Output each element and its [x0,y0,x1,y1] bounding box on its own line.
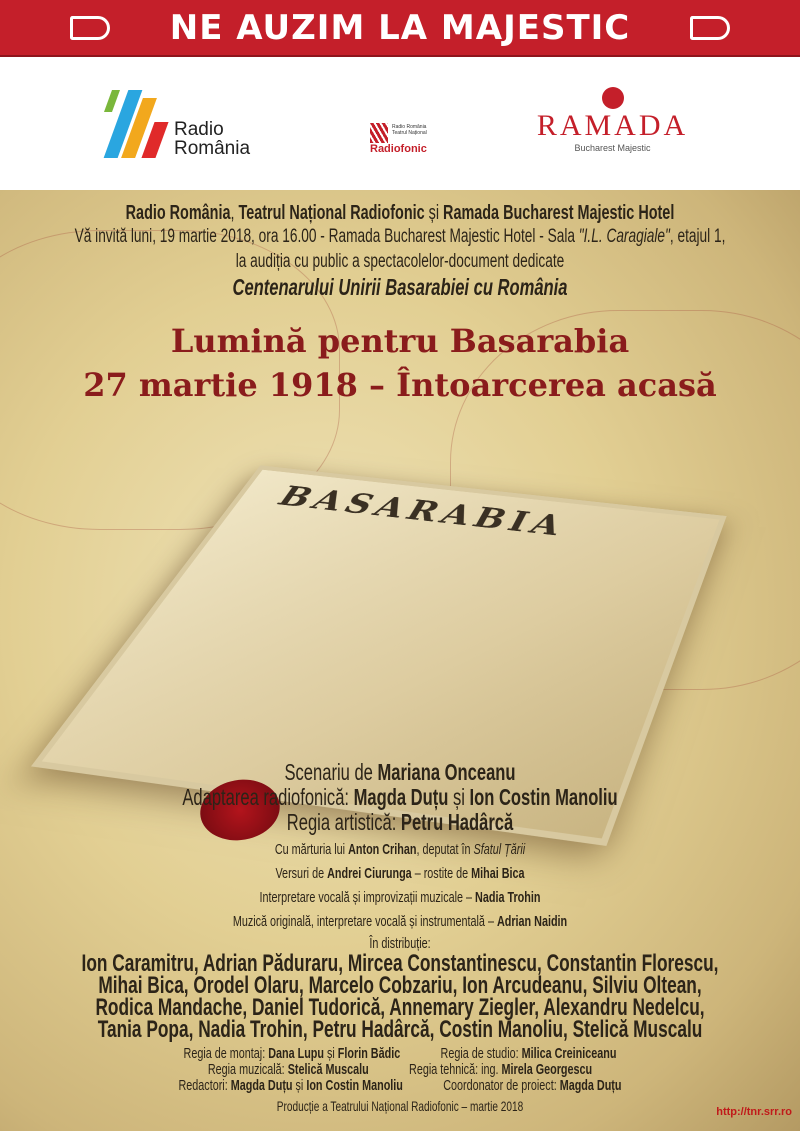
credit-line [4,760,796,785]
cast-label: În distribuție: [369,935,431,952]
credit-text: Mariana Onceanu [377,759,516,785]
credit-text: Magda Duțu [230,1077,293,1094]
secondary-credits [4,838,796,934]
credit-text: Mirela Georgescu [501,1061,593,1078]
sponsor-logos [0,57,800,190]
logo-text: Teatrul Național [392,130,427,136]
sep: și [424,202,444,224]
production-note: Producție a Teatrului Național Radiofonic – martie 2018 [276,1098,524,1114]
logo-text: Radio [174,119,224,140]
credit-text: Versuri de [275,865,328,882]
credit-line [178,1078,402,1094]
logo-text: Radiofonic [370,143,427,155]
staff-row [4,1078,796,1094]
intro-line-2 [4,226,796,248]
text: , etajul 1, [669,226,726,247]
credit-line [4,785,796,810]
credit-text: Magda Duțu [353,784,449,810]
banner-title: NE AUZIM LA MAJESTIC [169,8,631,48]
radio-romania-logo [108,90,268,160]
credit-line [409,1062,592,1078]
venue: "I.L. Caragiale" [578,226,670,247]
credit-text: Ion Costin Manoliu [469,784,618,810]
gramophone-icon [70,16,110,40]
main-credits [4,760,796,835]
title-line-1: Lumină pentru Basarabia [170,322,630,360]
credit-text: Regia artistică: [286,809,401,835]
credit-text: Adrian Naidin [496,913,568,930]
cast-line: Mihai Bica, Orodel Olaru, Marcelo Cobzariu, Ion Arcudeanu, Silviu Oltean, [98,972,702,999]
tnr-logo [370,123,460,163]
credit-text: Cu mărturia lui [274,841,349,858]
title-line-2: 27 martie 1918 – Întoarcerea acasă [83,366,717,404]
credit-text: Andrei Ciurunga [327,865,412,882]
credit-text: Coordonator de proiect: [443,1077,560,1094]
cast-line: Ion Caramitru, Adrian Păduraru, Mircea Constantinescu, Constantin Florescu, [81,950,719,977]
logo-text: Bucharest Majestic [574,143,651,153]
credit-text: Sfatul Țării [473,841,526,858]
logo-text: România [174,138,251,159]
credit-line [441,1046,617,1062]
credit-line [4,838,796,862]
credit-line [4,886,796,910]
credit-text: Regia de montaj: [183,1045,269,1062]
credit-line [208,1062,369,1078]
staff-row [4,1062,796,1078]
credit-text: Anton Crihan [348,841,417,858]
org: Radio România [125,202,231,224]
intro-line-1 [4,202,796,225]
text: Vă invită luni, 19 martie 2018, ora 16.00 - Ramada Bucharest Majestic Hotel - Sala [74,226,579,247]
credit-line [184,1046,401,1062]
ramada-r-icon [602,87,624,109]
credit-text: Regia de studio: [440,1045,522,1062]
credit-text: Regia muzicală: [207,1061,288,1078]
credit-text: Interpretare vocală și improvizații muzicale – [259,889,476,906]
credit-line [4,862,796,886]
cast-line: Rodica Mandache, Daniel Tudorică, Annemary Ziegler, Alexandru Nedelcu, [95,994,705,1021]
sep: , [230,202,239,224]
ramada-logo [530,87,695,153]
credit-text: – rostite de [411,865,472,882]
credit-text: Petru Hadârcă [400,809,514,835]
logo-text: Radio România [392,124,427,130]
credit-text: Redactori: [178,1077,231,1094]
cast-line: Tania Popa, Nadia Trohin, Petru Hadârcă, Costin Manoliu, Stelică Muscalu [97,1016,703,1043]
poster-body [0,190,800,1131]
header-banner [0,0,800,57]
credit-text: Scenariu de [284,759,378,785]
credit-text: Nadia Trohin [475,889,541,906]
staff-credits [4,1046,796,1094]
staff-row [4,1046,796,1062]
credit-text: Dana Lupu [268,1045,325,1062]
credit-line [4,810,796,835]
document-heading: BASARABIA [270,480,573,543]
credit-line [4,910,796,934]
credit-text: Muzică originală, interpretare vocală și instrumentală – [232,913,497,930]
intro-line-3: la audiția cu public a spectacolelor-document dedicate [235,251,565,272]
credit-text: Magda Duțu [559,1077,622,1094]
credit-text: și [292,1077,307,1094]
logo-text: RAMADA [536,109,689,142]
credit-text: Ion Costin Manoliu [306,1077,403,1094]
credit-line [443,1078,621,1094]
gramophone-icon [690,16,730,40]
credit-text: Regia tehnică: ing. [409,1061,502,1078]
credit-text: Adaptarea radiofonică: [182,784,354,810]
website-link[interactable]: http://tnr.srr.ro [716,1106,792,1118]
credit-text: Mihai Bica [471,865,525,882]
credit-text: și [448,784,470,810]
credit-text: și [324,1045,338,1062]
credit-text: , deputat în [416,841,474,858]
credit-text: Stelică Muscalu [287,1061,369,1078]
credit-text: Milica Creiniceanu [521,1045,617,1062]
intro-line-4: Centenarului Unirii Basarabiei cu România [232,274,568,300]
credit-text: Florin Bădic [337,1045,401,1062]
org: Teatrul Național Radiofonic [238,202,425,224]
org: Ramada Bucharest Majestic Hotel [443,202,675,224]
cast-list [4,950,796,1043]
